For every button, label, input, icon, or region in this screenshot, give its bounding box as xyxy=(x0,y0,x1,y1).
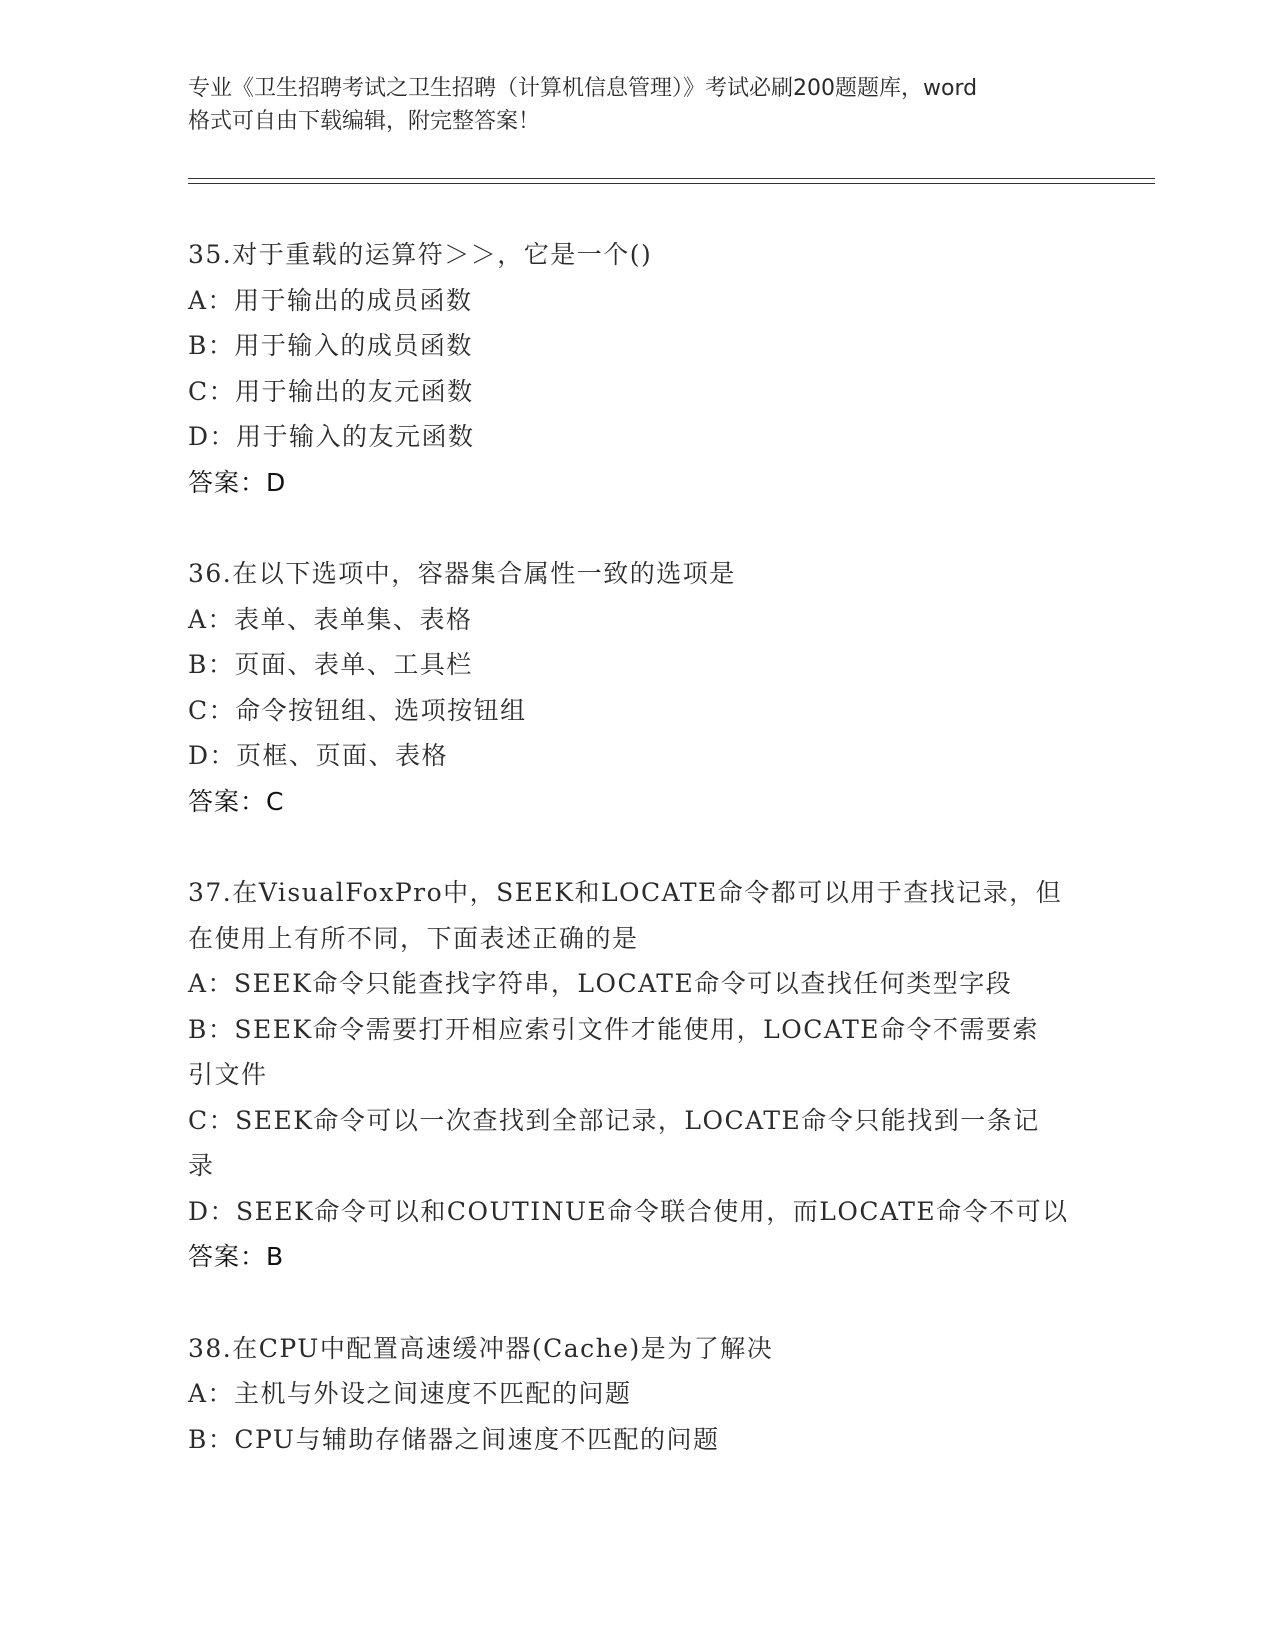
option-line: D：SEEK命令可以和COUTINUE命令联合使用，而LOCATE命令不可以 xyxy=(188,1196,1069,1226)
option-line: 引文件 xyxy=(188,1060,268,1089)
question-block xyxy=(188,1326,1088,1463)
question-stem-line: 37.在VisualFoxPro中，SEEK和LOCATE命令都可以用于查找记录，但 xyxy=(188,878,1063,907)
option-line: D：页框、页面、表格 xyxy=(188,741,449,770)
option-line: C：命令按钮组、选项按钮组 xyxy=(188,695,527,725)
option-line: A：表单、表单集、表格 xyxy=(188,604,473,634)
question-block xyxy=(188,551,1088,824)
question-block xyxy=(188,232,1088,505)
header-line-2: 格式可自由下载编辑，附完整答案！ xyxy=(188,109,541,134)
question-list xyxy=(188,232,1088,1508)
document-header xyxy=(188,72,1108,138)
question-stem-line: 在使用上有所不同，下面表述正确的是 xyxy=(188,923,639,953)
question-stem-line: 36.在以下选项中，容器集合属性一致的选项是 xyxy=(188,559,736,588)
option-line: B：SEEK命令需要打开相应索引文件才能使用，LOCATE命令不需要索 xyxy=(188,1014,1040,1044)
option-line: B：CPU与辅助存储器之间速度不匹配的问题 xyxy=(188,1424,720,1454)
option-line: A：用于输出的成员函数 xyxy=(188,285,473,315)
header-line-1: 专业《卫生招聘考试之卫生招聘（计算机信息管理）》考试必刷200题题库，word xyxy=(188,76,978,101)
option-line: B：页面、表单、工具栏 xyxy=(188,650,473,679)
option-line: 录 xyxy=(188,1151,215,1180)
option-line: A：SEEK命令只能查找字符串，LOCATE命令可以查找任何类型字段 xyxy=(188,969,1013,998)
option-line: C：SEEK命令可以一次查找到全部记录，LOCATE命令只能找到一条记 xyxy=(188,1105,1040,1135)
option-line: B：用于输入的成员函数 xyxy=(188,331,473,360)
answer-line: 答案：C xyxy=(188,786,285,816)
option-line: A：主机与外设之间速度不匹配的问题 xyxy=(188,1379,632,1408)
header-divider xyxy=(188,178,1155,184)
question-stem-line: 35.对于重载的运算符＞＞，它是一个() xyxy=(188,240,653,269)
option-line: D：用于输入的友元函数 xyxy=(188,422,475,451)
option-line: C：用于输出的友元函数 xyxy=(188,376,474,406)
question-block xyxy=(188,870,1088,1280)
question-stem-line: 38.在CPU中配置高速缓冲器(Cache)是为了解决 xyxy=(188,1333,774,1363)
answer-line: 答案：B xyxy=(188,1242,285,1271)
answer-line: 答案：D xyxy=(188,467,287,497)
